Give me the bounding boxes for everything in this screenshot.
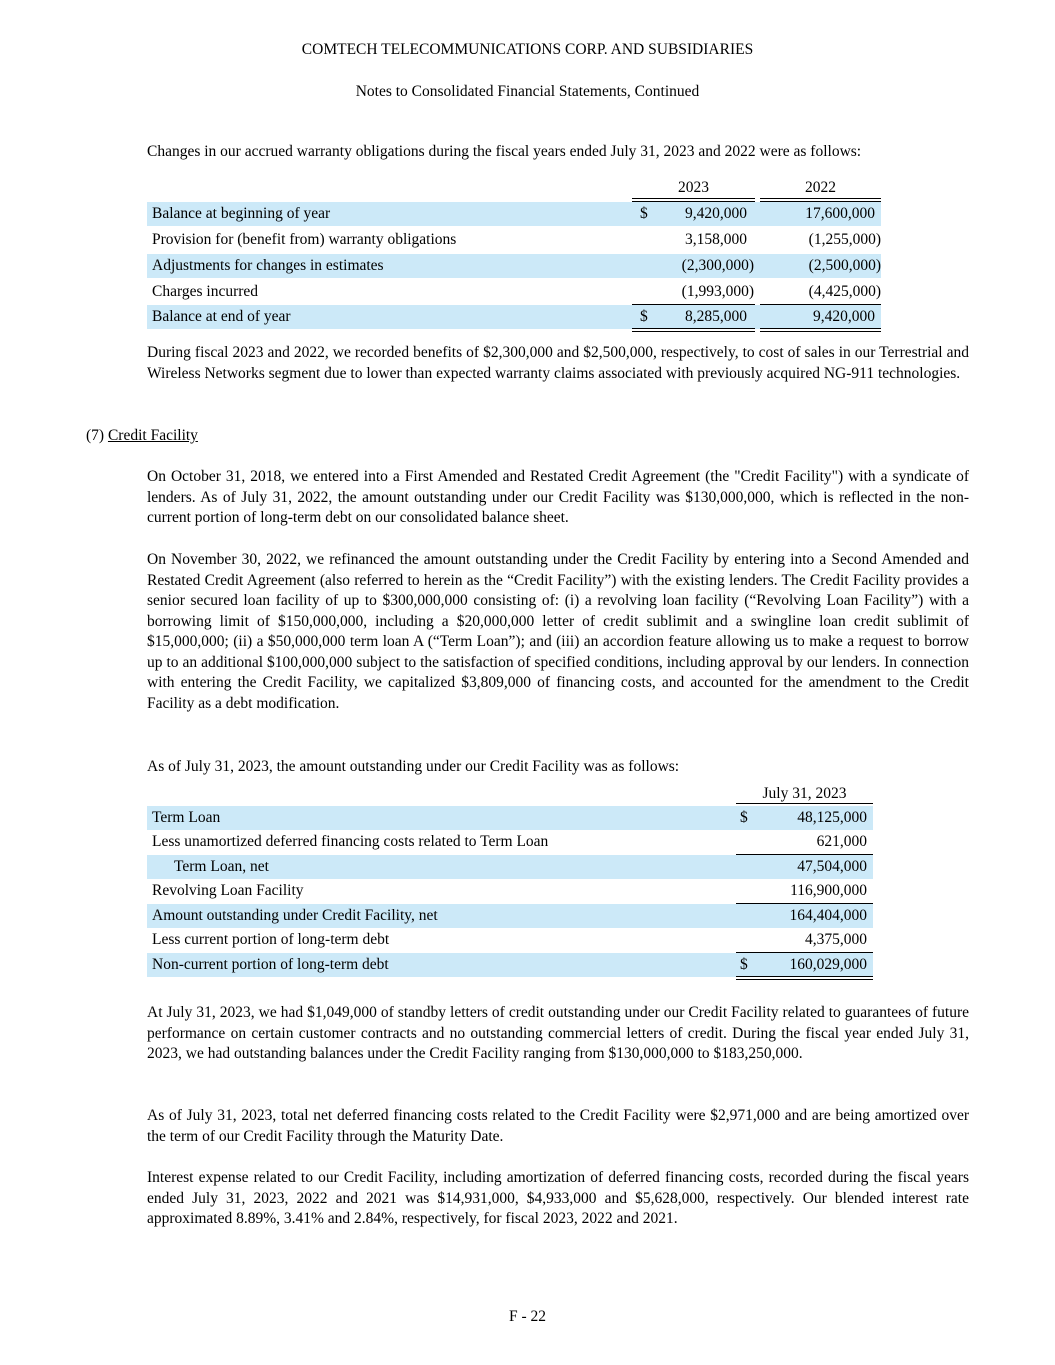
row-label: Less unamortized deferred financing costs related to Term Loan [152, 833, 549, 850]
dollar-sign: $ [740, 956, 748, 973]
section-number: (7) [86, 427, 105, 444]
row-label: Term Loan [152, 809, 221, 826]
value-2023: 3,158,000 [685, 231, 747, 248]
row-value: 4,375,000 [805, 931, 867, 948]
table-row [147, 855, 873, 879]
row-label: Charges incurred [152, 283, 259, 300]
value-2023: (1,993,000) [681, 283, 754, 300]
row-value: 48,125,000 [797, 809, 867, 826]
section-heading [86, 426, 198, 446]
dollar-sign: $ [640, 205, 648, 222]
credit-paragraph-1: On October 31, 2018, we entered into a First Amended and Restated Credit Agreement (the "Credit Facility") with a syndicate of lenders. As of July 31, 2022, the amount outstanding under our Credit Facility was $130,000,000, which is reflected in the non-current portion of long-term debt on our consolidated balance sheet. [147, 468, 969, 526]
value-2022: 17,600,000 [805, 205, 875, 222]
total-double-rule [632, 328, 755, 332]
table-row [147, 202, 881, 226]
row-label: Less current portion of long-term debt [152, 931, 390, 948]
table-row [147, 904, 873, 928]
value-2022: (2,500,000) [808, 257, 881, 274]
table-row [147, 280, 881, 304]
credit-paragraph-2: On November 30, 2022, we refinanced the amount outstanding under the Credit Facility by entering into a Second Amended and Restated Credit Agreement (also referred to herein as the “Credit Facility”) with the existing lenders. The Credit Facility provides a senior secured loan facility of up to $300,000,000 consisting of: (i) a revolving loan facility (“Revolving Loan Facility”) with a borrowing limit of $150,000,000, including a $20,000,000 letter of credit sublimit and a swingline loan credit sublimit of $15,000,000; (ii) a $50,000,000 term loan A (“Term Loan”); and (iii) an accordion feature allowing us to make a request to borrow up to an additional $100,000,000 subject to the satisfaction of specified conditions, including approval by our lenders. In connection with entering the Credit Facility, we capitalized $3,809,000 of financing costs, and accounted for the amendment to the Credit Facility as a debt modification. [147, 551, 969, 712]
table-row [147, 879, 873, 903]
value-2022: 9,420,000 [813, 308, 875, 325]
warranty-intro: Changes in our accrued warranty obligations during the fiscal years ended July 31, 2023 and 2022 were as follows: [147, 143, 862, 160]
table-row-total [147, 305, 881, 329]
row-value: 116,900,000 [790, 882, 867, 899]
table-row [147, 806, 873, 830]
row-label: Revolving Loan Facility [152, 882, 304, 899]
row-label: Balance at end of year [152, 308, 291, 325]
credit-paragraph-6: Interest expense related to our Credit Facility, including amortization of deferred financing costs, recorded during the fiscal years ended July 31, 2023, 2022 and 2021 was $14,931,000, $4,933,000 and $5,628,000, respectively. Our blended interest rate approximated 8.89%, 3.41% and 2.84%, respectively, for fiscal 2023, 2022 and 2021. [147, 1169, 969, 1227]
credit-paragraph-4: At July 31, 2023, we had $1,049,000 of standby letters of credit outstanding under our Credit Facility related to guarantees of future performance on certain customer contracts and no outstanding commercial letters of credit. During the fiscal year ended July 31, 2023, we had outstanding balances under the Credit Facility ranging from $130,000,000 to $183,250,000. [147, 1004, 969, 1062]
section-title: Credit Facility [107, 427, 198, 444]
value-2023: 9,420,000 [685, 205, 747, 222]
table-row [147, 254, 881, 278]
credit-paragraph-5: As of July 31, 2023, total net deferred financing costs related to the Credit Facility were $2,971,000 and are being amortized over the term of our Credit Facility through the Maturity Date. [147, 1107, 969, 1145]
warranty-note: During fiscal 2023 and 2022, we recorded benefits of $2,300,000 and $2,500,000, respectively, to cost of sales in our Terrestrial and Wireless Networks segment due to lower than expected warranty claims associated with previously acquired NG-911 technologies. [147, 344, 969, 382]
row-value: 164,404,000 [789, 907, 867, 924]
row-value: 160,029,000 [789, 956, 867, 973]
table-row-total [147, 953, 873, 977]
col-header-2022: 2022 [805, 179, 836, 196]
company-header: COMTECH TELECOMMUNICATIONS CORP. AND SUBSIDIARIES [301, 41, 754, 58]
col-header-2023: 2023 [678, 179, 709, 196]
page-number: F - 22 [508, 1308, 547, 1325]
value-2022: (1,255,000) [808, 231, 881, 248]
table-row [147, 830, 873, 854]
total-double-rule [760, 328, 881, 332]
table-row [147, 228, 881, 252]
page-subtitle: Notes to Consolidated Financial Statements, Continued [355, 83, 700, 100]
credit-paragraph-3: As of July 31, 2023, the amount outstanding under our Credit Facility was as follows: [147, 758, 680, 775]
value-2023: 8,285,000 [685, 308, 747, 325]
value-2022: (4,425,000) [808, 283, 881, 300]
row-label: Balance at beginning of year [152, 205, 331, 222]
row-label: Amount outstanding under Credit Facility, net [152, 907, 438, 924]
dollar-sign: $ [740, 809, 748, 826]
col-header-date: July 31, 2023 [762, 785, 847, 802]
row-label: Adjustments for changes in estimates [152, 257, 384, 274]
row-value: 47,504,000 [797, 858, 867, 875]
row-label: Non-current portion of long-term debt [152, 956, 389, 973]
row-value: 621,000 [816, 833, 867, 850]
row-label: Provision for (benefit from) warranty obligations [152, 231, 457, 248]
dollar-sign: $ [640, 308, 648, 325]
table-row [147, 928, 873, 952]
total-double-rule [736, 976, 873, 980]
row-label: Term Loan, net [174, 858, 269, 875]
value-2023: (2,300,000) [681, 257, 754, 274]
